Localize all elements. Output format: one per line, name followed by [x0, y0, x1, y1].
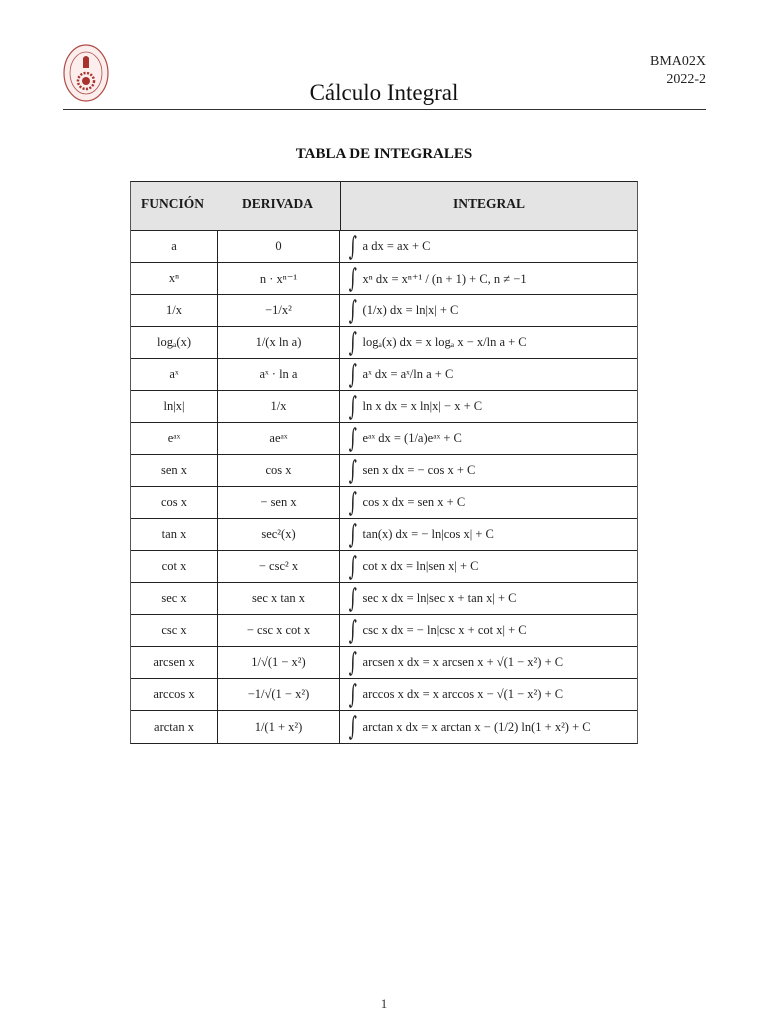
integral-formula: tan(x) dx = − ln|cos x| + C [362, 527, 494, 541]
integral-formula: ln x dx = x ln|x| − x + C [362, 399, 483, 413]
column-header-derivada: DERIVADA [242, 196, 314, 211]
table-row [131, 391, 637, 423]
table-row [131, 327, 637, 359]
derivada-cell: 1/√(1 − x²) [218, 647, 340, 678]
integral-sign-icon: ∫ [348, 712, 357, 742]
column-header-integral: INTEGRAL [340, 182, 637, 230]
integrals-table [130, 181, 638, 744]
table-row [131, 487, 637, 519]
integral-sign-icon: ∫ [348, 455, 357, 486]
funcion-cell: xⁿ [131, 263, 218, 294]
table-row [131, 423, 637, 455]
integral-sign-icon: ∫ [348, 231, 357, 262]
integral-cell [340, 327, 637, 358]
integral-formula: sec x dx = ln|sec x + tan x| + C [362, 591, 517, 605]
term: 2022-2 [666, 72, 706, 87]
integral-sign-icon: ∫ [348, 263, 357, 294]
table-row [131, 231, 637, 263]
integral-formula: eᵃˣ dx = (1/a)eᵃˣ + C [362, 431, 462, 445]
integral-cell [340, 583, 637, 614]
derivada-cell: sec²(x) [218, 519, 340, 550]
integral-formula: logₐ(x) dx = x logₐ x − x/ln a + C [362, 335, 527, 349]
derivada-cell: 1/x [218, 391, 340, 422]
funcion-cell: aˣ [131, 359, 218, 390]
integral-sign-icon: ∫ [348, 487, 357, 518]
integral-sign-icon: ∫ [348, 519, 357, 550]
table-row [131, 583, 637, 615]
derivada-cell: 1/(x ln a) [218, 327, 340, 358]
funcion-cell: eᵃˣ [131, 423, 218, 454]
derivada-cell: −1/x² [218, 295, 340, 326]
integral-formula: arctan x dx = x arctan x − (1/2) ln(1 + x²) + C [362, 719, 591, 734]
integral-sign-icon: ∫ [348, 551, 357, 582]
integral-formula: csc x dx = − ln|csc x + cot x| + C [362, 623, 527, 637]
integral-sign-icon: ∫ [348, 583, 357, 614]
funcion-cell: cos x [131, 487, 218, 518]
integral-sign-icon: ∫ [348, 647, 357, 678]
integral-cell [340, 263, 637, 294]
funcion-cell: cot x [131, 551, 218, 582]
derivada-cell: 1/(1 + x²) [218, 711, 340, 743]
derivada-cell: aeᵃˣ [218, 423, 340, 454]
derivada-cell: sec x tan x [218, 583, 340, 614]
integral-sign-icon: ∫ [348, 359, 357, 390]
table-row [131, 519, 637, 551]
integral-cell [340, 615, 637, 646]
integral-cell [340, 711, 637, 743]
document-title: Cálculo Integral [309, 80, 459, 105]
funcion-cell: ln|x| [131, 391, 218, 422]
integral-cell [340, 519, 637, 550]
funcion-cell: 1/x [131, 295, 218, 326]
funcion-cell: tan x [131, 519, 218, 550]
derivada-cell: − csc x cot x [218, 615, 340, 646]
integral-formula: cos x dx = sen x + C [362, 495, 466, 509]
derivada-cell: 0 [218, 231, 340, 262]
course-code: BMA02X [649, 54, 706, 69]
table-body [131, 231, 637, 743]
integral-formula: aˣ dx = aˣ/ln a + C [362, 367, 454, 381]
derivada-cell: −1/√(1 − x²) [218, 679, 340, 710]
derivada-cell: cos x [218, 455, 340, 486]
integral-formula: (1/x) dx = ln|x| + C [362, 303, 459, 317]
integral-formula: arccos x dx = x arccos x − √(1 − x²) + C [362, 687, 564, 701]
funcion-cell: sec x [131, 583, 218, 614]
funcion-cell: csc x [131, 615, 218, 646]
funcion-cell: arccos x [131, 679, 218, 710]
table-row [131, 359, 637, 391]
integral-cell [340, 231, 637, 262]
integral-sign-icon: ∫ [348, 327, 357, 358]
integral-cell [340, 679, 637, 710]
funcion-cell: arctan x [131, 711, 218, 743]
integral-formula: xⁿ dx = xⁿ⁺¹ / (n + 1) + C, n ≠ −1 [362, 271, 527, 286]
table-row [131, 551, 637, 583]
table-row [131, 711, 637, 743]
integral-cell [340, 423, 637, 454]
derivada-cell: n · xⁿ⁻¹ [218, 263, 340, 294]
integral-cell [340, 295, 637, 326]
table-title: TABLA DE INTEGRALES [295, 146, 473, 162]
integral-formula: arcsen x dx = x arcsen x + √(1 − x²) + C [362, 655, 564, 669]
integral-cell [340, 551, 637, 582]
header-rule [63, 109, 706, 110]
integral-cell [340, 487, 637, 518]
integral-sign-icon: ∫ [348, 391, 357, 422]
integral-formula: a dx = ax + C [362, 239, 431, 253]
integral-sign-icon: ∫ [348, 615, 357, 646]
funcion-cell: a [131, 231, 218, 262]
integral-sign-icon: ∫ [348, 423, 357, 454]
integral-sign-icon: ∫ [348, 679, 357, 710]
column-header-funcion: FUNCIÓN [141, 196, 204, 211]
integral-cell [340, 391, 637, 422]
funcion-cell: sen x [131, 455, 218, 486]
table-row [131, 615, 637, 647]
table-row [131, 647, 637, 679]
table-row [131, 455, 637, 487]
table-row [131, 679, 637, 711]
integral-cell [340, 647, 637, 678]
integral-sign-icon: ∫ [348, 295, 357, 326]
table-row [131, 263, 637, 295]
table-row [131, 295, 637, 327]
integral-cell [340, 359, 637, 390]
page-number: 1 [380, 996, 388, 1011]
integral-formula: sen x dx = − cos x + C [362, 463, 476, 477]
funcion-cell: logₐ(x) [131, 327, 218, 358]
integral-cell [340, 455, 637, 486]
table-header [131, 182, 637, 231]
derivada-cell: aˣ · ln a [218, 359, 340, 390]
funcion-cell: arcsen x [131, 647, 218, 678]
derivada-cell: − sen x [218, 487, 340, 518]
derivada-cell: − csc² x [218, 551, 340, 582]
integral-formula: cot x dx = ln|sen x| + C [362, 559, 479, 573]
